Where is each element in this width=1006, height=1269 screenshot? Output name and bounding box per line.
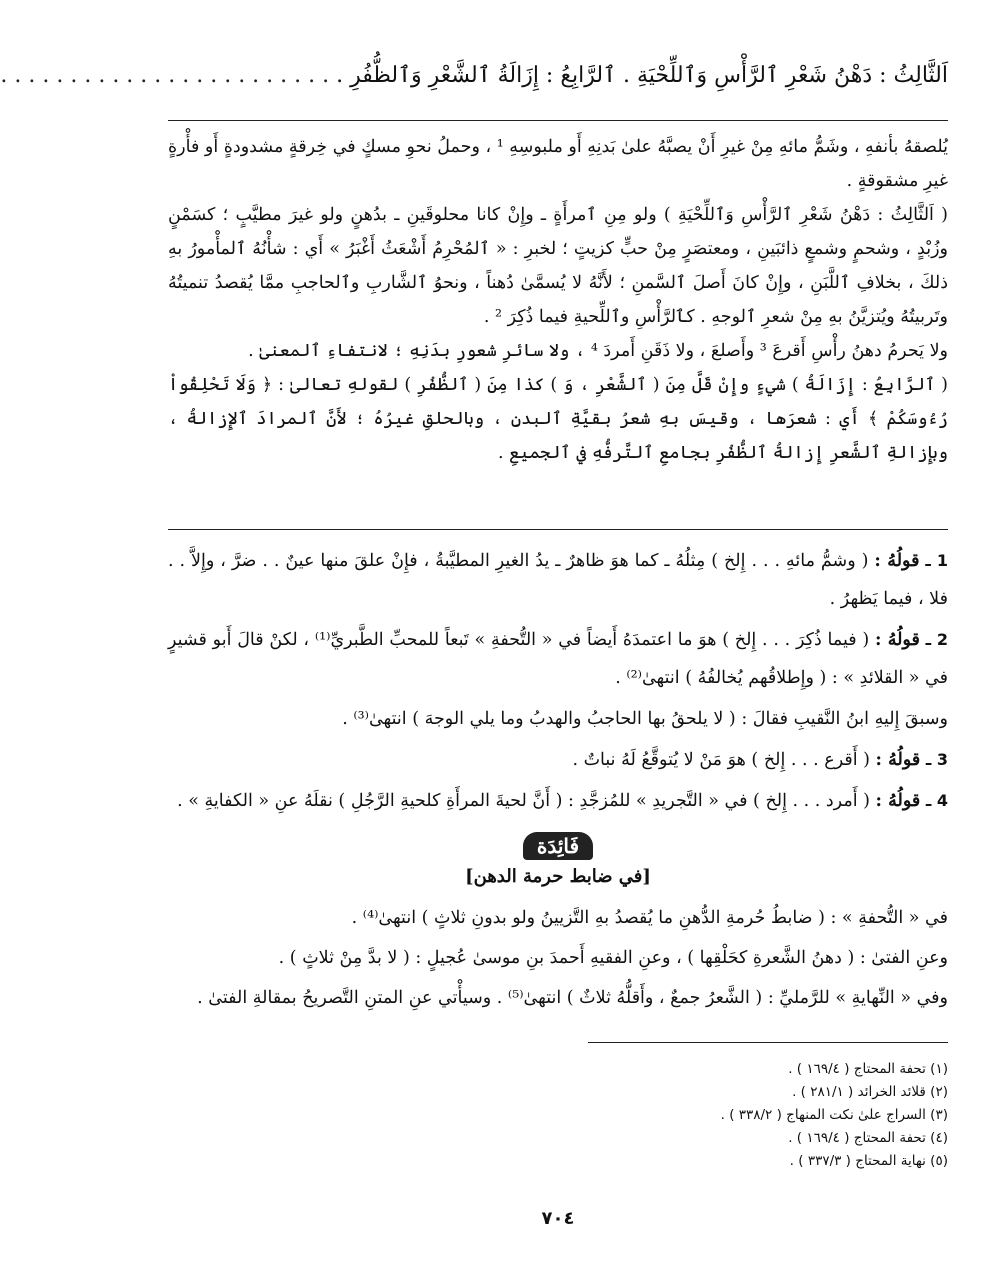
note-label: قولُهُ : [874,630,920,650]
note-number: 4 ـ [925,791,948,810]
reference-item: (١) تحفة المحتاج ( ١٦٩/٤ ) . [788,1061,948,1077]
fayda-line: وفي « النِّهايةِ » للرَّمليِّ : ( الشَّعرُ جمعٌ ، وأَقلُّهُ ثلاثٌ ) انتهىٰ⁽⁵⁾ . وسيأْتي عنِ المتنِ التَّصريحُ بمقالةِ الفتىٰ . [197,988,948,1008]
fayda-ornament: فَائِدَة [523,832,593,860]
reference-item: (٣) السراج علىٰ نكت المنهاج ( ٣٣٨/٢ ) . [720,1107,948,1123]
footnote-divider [588,1042,948,1043]
note-label: قولُهُ : [875,791,921,811]
paragraph: ولا يَحرمُ دهنُ رأْسِ أَقرعَ ³ وأَصلعَ ، ولا ذَقَنِ أَمردَ ⁴ ، ولا سائرِ شعورِ بدَنِهِ ؛ لانتفاءِ ٱلمعنىٰ . [248,341,948,361]
note-item [168,542,948,618]
note-item [168,621,948,697]
note-text: ( وشمُّ مائهِ . . . إِلخ ) مِثلُهُ ـ كما هوَ ظاهرٌ ـ يدُ الغيرِ المطيَّبةُ ، فإِنْ علقَ منها عينٌ . . ضرَّ ، وإِلاَّ . . فلا ، فيما يَظهرُ . [168,551,948,609]
main-text [168,130,948,470]
note-item [168,782,948,820]
fayda-subtitle: [في ضابط حرمة الدهن] [465,866,651,887]
paragraph: يُلصقهُ بأنفهِ ، وشَمُّ مائهِ مِنْ غيرِ أَنْ يصبَّهُ علىٰ بَدنِهِ أَو ملبوسِهِ ¹ ، وحملُ نحوِ مسكٍ في خِرقةٍ مشدودةٍ أَو فأْرةٍ غيرِ مشقوقةٍ . [168,137,948,191]
paragraph: ( اَلثَّالِثُ : دَهْنُ شَعْرِ ٱلرَّأْسِ وَٱللِّحْيَةِ ) ولو مِنِ ٱمرأَةٍ ـ وإِنْ كانا محلوقَينِ ـ بدُهنٍ ولو غيرَ مطيَّبٍ ؛ كسَمْنٍ وزُبْدٍ ، وشحمٍ وشمعٍ ذائبَينِ ، ومعتصَرٍ مِنْ حبٍّ كزيتٍ ؛ لخبرِ : « ٱلمُحْرِمُ أَشْعَثُ أَغْبَرُ » أَي : شأْنُهُ ٱلمأْمورُ بهِ ذلكَ ، بخلافِ ٱللَّبَنِ ، وإِنْ كانَ أَصلَ ٱلسَّمنِ ؛ لأَنَّهُ لا يُسمَّىٰ دُهناً ، ونحوُ ٱلشَّاربِ وٱلحاجبِ ممَّا يُقصدُ تنميتُهُ وتَربيتُهُ ويُتزيَّنُ بهِ مِنْ شعرِ ٱلوجهِ . كٱلرَّأْسِ وٱللِّحيةِ فيما ذُكِرَ ² . [168,205,948,327]
footnote-references [528,1058,948,1173]
note-number: 2 ـ [925,630,948,649]
header-title: اَلثَّالِثُ : دَهْنُ شَعْرِ ٱلرَّأْسِ وَٱللِّحْيَةِ . ٱلرَّابِعُ : إِزَالَةُ ٱلشَّعْرِ وَٱلظُّفُرِ . [336,63,948,88]
note-text: وسبقَ إِليهِ ابنُ النَّقيبِ فقالَ : ( لا يلحقُ بها الحاجبُ والهدبُ وما يلي الوجهَ ) انتهىٰ⁽³⁾ . [342,709,948,729]
reference-item: (٤) تحفة المحتاج ( ١٦٩/٤ ) . [788,1130,948,1146]
text-notes-divider [168,529,948,530]
header-dots: . . . . . . . . . . . . . . . . . . . . . . . . [0,63,330,88]
running-header [0,52,948,100]
reference-item: (٥) نهاية المحتاج ( ٣٣٧/٣ ) . [789,1153,948,1169]
fayda-heading [110,832,1006,887]
commentary-notes [168,542,948,823]
note-text: ( أَقرع . . . إِلخ ) هوَ مَنْ لا يُتوقَّعُ لَهُ نباتٌ . [572,750,870,770]
note-text: ( فيما ذُكِرَ . . . إِلخ ) هوَ ما اعتمدَهُ أَيضاً في « التُّحفةِ » تَبعاً للمحبِّ الطَّبريِّ⁽¹⁾ ، لكنْ قالَ أَبو قشيرٍ في « القلائدِ » : ( وإِطلاقُهم يُخالفُهُ ) انتهىٰ⁽²⁾ . [168,630,948,688]
fayda-line: في « التُّحفةِ » : ( ضابطُ حُرمةِ الدُّهنِ ما يُقصدُ بهِ التَّزيينُ ولو بدونِ ثلاثٍ ) انتهىٰ⁽⁴⁾ . [351,908,948,928]
page-number: ٧٠٤ [541,1208,575,1229]
note-label: قولُهُ : [874,551,920,571]
reference-item: (٢) قلائد الخرائد ( ٢٨١/١ ) . [792,1084,948,1100]
note-text: ( أَمرد . . . إِلخ ) في « التَّجريدِ » للمُزجَّدِ : ( أَنَّ لحيةَ المرأَةِ كلحيةِ الرَّجُلِ ) نقلَهُ عنِ « الكفايةِ » . [177,791,870,811]
paragraph: ( ٱلرَّابِعُ : إِزَالَةُ ) شيءٍ وإِنْ قَلَّ مِنَ ( ٱلشَّعْرِ ، وَ ) كذا مِنَ ( ٱلظُّفُرِ ) لقولهِ تعالىٰ : ﴿ وَلَا تَحْلِقُواْ رُءُوسَكُمْ ﴾ أَي : شعرَها ، وقيسَ بهِ شعرُ بقيَّةِ ٱلبدنِ ، وبالحلقِ غيرُهُ ؛ لأَنَّ ٱلمرادَ ٱلإِزالةُ ، وبإِزالةِ ٱلشَّعرِ إِزالةُ ٱلظُّفُرِ بجامعِ ٱلتَّرفُّهِ في ٱلجميعِ . [168,375,948,463]
fayda-body [168,898,948,1018]
note-label: قولُهُ : [875,750,921,770]
note-item [168,700,948,738]
header-divider [168,120,948,121]
note-number: 1 ـ [925,551,948,570]
fayda-line: وعنِ الفتىٰ : ( دهنُ الشَّعرةِ كحَلْقِها ) ، وعنِ الفقيهِ أَحمدَ بنِ موسىٰ عُجيلٍ : ( لا بدَّ مِنْ ثلاثٍ ) . [278,948,948,968]
note-item [168,741,948,779]
note-number: 3 ـ [925,750,948,769]
